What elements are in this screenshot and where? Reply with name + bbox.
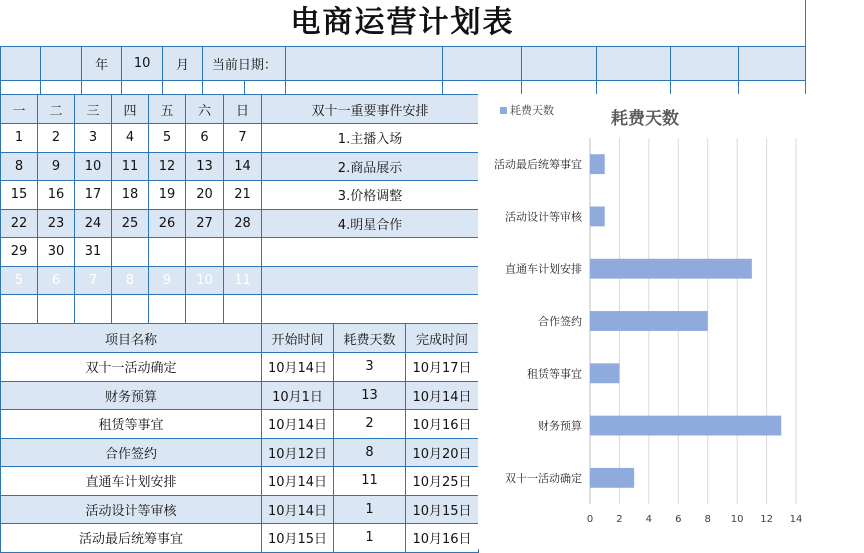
category-label: 活动设计等审核 [505,210,582,224]
month-label: 月 [162,47,202,81]
calendar-day-cell[interactable] [149,238,186,267]
calendar-day-cell[interactable] [186,238,224,267]
calendar-day-cell[interactable]: 11 [112,152,149,181]
bar [590,416,781,436]
end-date-cell[interactable]: 10月16日 [406,410,479,439]
x-tick-label: 8 [704,514,711,525]
calendar-day-cell[interactable]: 29 [1,238,38,267]
weekday-header: 日 [224,95,262,124]
bar [590,363,619,383]
calendar-day-cell[interactable]: 7 [75,266,112,295]
x-tick-label: 10 [730,514,744,525]
duration-cell[interactable]: 3 [334,353,406,382]
event-item[interactable] [262,266,479,295]
calendar-day-cell[interactable]: 25 [112,209,149,238]
current-date-label: 当前日期： [203,47,286,81]
calendar-day-cell[interactable]: 21 [224,181,262,210]
calendar-day-cell[interactable]: 1 [1,124,38,153]
task-name-cell[interactable]: 租赁等事宜 [1,410,262,439]
end-date-cell[interactable]: 10月14日 [406,381,479,410]
bar [590,311,708,331]
calendar-day-cell[interactable] [38,295,75,324]
calendar-day-cell[interactable] [112,238,149,267]
task-name-cell[interactable]: 财务预算 [1,381,262,410]
x-tick-label: 12 [760,514,773,525]
event-item[interactable] [262,295,479,324]
category-label: 双十一活动确定 [505,471,582,485]
duration-cell[interactable]: 13 [334,381,406,410]
header-row [0,46,806,95]
header-cell[interactable] [521,47,596,81]
task-column-header: 耗费天数 [334,324,406,353]
calendar-table [0,94,479,324]
calendar-day-cell[interactable] [1,295,38,324]
calendar-day-cell[interactable]: 24 [75,209,112,238]
current-date-cell[interactable] [286,47,442,81]
x-tick-label: 4 [645,514,653,525]
chart-title: 耗费天数 [611,109,679,129]
legend-label: 耗费天数 [510,104,554,117]
header-cell[interactable] [442,47,521,81]
end-date-cell[interactable]: 10月17日 [406,353,479,382]
weekday-header: 五 [149,95,186,124]
task-name-cell[interactable]: 双十一活动确定 [1,353,262,382]
year-label: 年 [81,47,121,81]
weekday-header: 六 [186,95,224,124]
header-cell[interactable] [671,47,739,81]
end-date-cell[interactable]: 10月15日 [406,495,479,524]
end-date-cell[interactable]: 10月16日 [406,524,479,553]
bar [590,206,605,226]
calendar-day-cell[interactable]: 6 [38,266,75,295]
category-label: 租赁等事宜 [527,367,582,381]
task-name-cell[interactable]: 活动最后统筹事宜 [1,524,262,553]
calendar-day-cell[interactable]: 11 [224,266,262,295]
x-tick-label: 0 [586,514,594,525]
calendar-day-cell[interactable]: 3 [75,124,112,153]
calendar-day-cell[interactable]: 18 [112,181,149,210]
calendar-day-cell[interactable] [224,295,262,324]
calendar-day-cell[interactable] [75,295,112,324]
calendar-day-cell[interactable]: 10 [186,266,224,295]
task-column-header: 开始时间 [262,324,334,353]
duration-cell[interactable]: 1 [334,524,406,553]
duration-chart[interactable] [478,94,806,549]
calendar-day-cell[interactable]: 12 [149,152,186,181]
event-item[interactable]: 4.明星合作 [262,209,479,238]
calendar-day-cell[interactable]: 9 [38,152,75,181]
legend-swatch [500,107,507,114]
calendar-day-cell[interactable]: 31 [75,238,112,267]
start-date-cell[interactable]: 10月14日 [262,495,334,524]
calendar-day-cell[interactable]: 27 [186,209,224,238]
header-cell[interactable] [739,47,806,81]
events-header: 双十一重要事件安排 [262,95,479,124]
calendar-day-cell[interactable]: 16 [38,181,75,210]
calendar-day-cell[interactable]: 4 [112,124,149,153]
start-date-cell[interactable]: 10月14日 [262,410,334,439]
category-label: 活动最后统筹事宜 [494,158,582,172]
duration-cell[interactable]: 8 [334,438,406,467]
start-date-cell[interactable]: 10月14日 [262,353,334,382]
bar [590,259,752,279]
calendar-day-cell[interactable] [224,238,262,267]
calendar-day-cell[interactable]: 8 [112,266,149,295]
calendar-day-cell[interactable] [112,295,149,324]
task-name-cell[interactable]: 直通车计划安排 [1,467,262,496]
calendar-day-cell[interactable]: 8 [1,152,38,181]
x-tick-label: 6 [675,514,682,525]
task-table [0,323,479,553]
duration-cell[interactable]: 11 [334,467,406,496]
duration-cell[interactable]: 2 [334,410,406,439]
category-label: 直通车计划安排 [505,262,582,276]
calendar-day-cell[interactable]: 7 [224,124,262,153]
weekday-header: 一 [1,95,38,124]
calendar-day-cell[interactable]: 5 [149,124,186,153]
calendar-day-cell[interactable]: 28 [224,209,262,238]
task-column-header: 完成时间 [406,324,479,353]
bar [590,154,605,174]
header-cell[interactable] [596,47,670,81]
event-item[interactable]: 3.价格调整 [262,181,479,210]
chart-svg [478,94,806,549]
page-title: 电商运营计划表 [0,0,806,46]
calendar-day-cell[interactable]: 9 [149,266,186,295]
event-item[interactable] [262,238,479,267]
bar [590,468,634,488]
calendar-day-cell[interactable]: 30 [38,238,75,267]
calendar-day-cell[interactable] [186,295,224,324]
category-label: 合作签约 [538,315,582,328]
x-tick-label: 14 [789,514,803,525]
weekday-header: 二 [38,95,75,124]
end-date-cell[interactable]: 10月20日 [406,438,479,467]
start-date-cell[interactable]: 10月12日 [262,438,334,467]
calendar-day-cell[interactable]: 10 [75,152,112,181]
calendar-day-cell[interactable]: 26 [149,209,186,238]
duration-cell[interactable]: 1 [334,495,406,524]
calendar-day-cell[interactable]: 17 [75,181,112,210]
task-column-header: 项目名称 [1,324,262,353]
calendar-day-cell[interactable]: 22 [1,209,38,238]
weekday-header: 四 [112,95,149,124]
calendar-day-cell[interactable]: 20 [186,181,224,210]
task-name-cell[interactable]: 活动设计等审核 [1,495,262,524]
calendar-day-cell[interactable]: 15 [1,181,38,210]
calendar-day-cell[interactable]: 13 [186,152,224,181]
header-cell[interactable] [1,47,41,81]
start-date-cell[interactable]: 10月14日 [262,467,334,496]
category-label: 财务预算 [538,419,582,433]
header-cell[interactable] [41,47,81,81]
month-value-cell[interactable]: 10 [122,47,162,81]
calendar-day-cell[interactable] [149,295,186,324]
event-item[interactable]: 1.主播入场 [262,124,479,153]
task-name-cell[interactable]: 合作签约 [1,438,262,467]
x-tick-label: 2 [616,514,623,525]
calendar-day-cell[interactable]: 2 [38,124,75,153]
weekday-header: 三 [75,95,112,124]
calendar-day-cell[interactable]: 14 [224,152,262,181]
end-date-cell[interactable]: 10月25日 [406,467,479,496]
calendar-day-cell[interactable]: 6 [186,124,224,153]
calendar-day-cell[interactable]: 19 [149,181,186,210]
calendar-day-cell[interactable]: 5 [1,266,38,295]
event-item[interactable]: 2.商品展示 [262,152,479,181]
start-date-cell[interactable]: 10月1日 [262,381,334,410]
calendar-day-cell[interactable]: 23 [38,209,75,238]
start-date-cell[interactable]: 10月15日 [262,524,334,553]
